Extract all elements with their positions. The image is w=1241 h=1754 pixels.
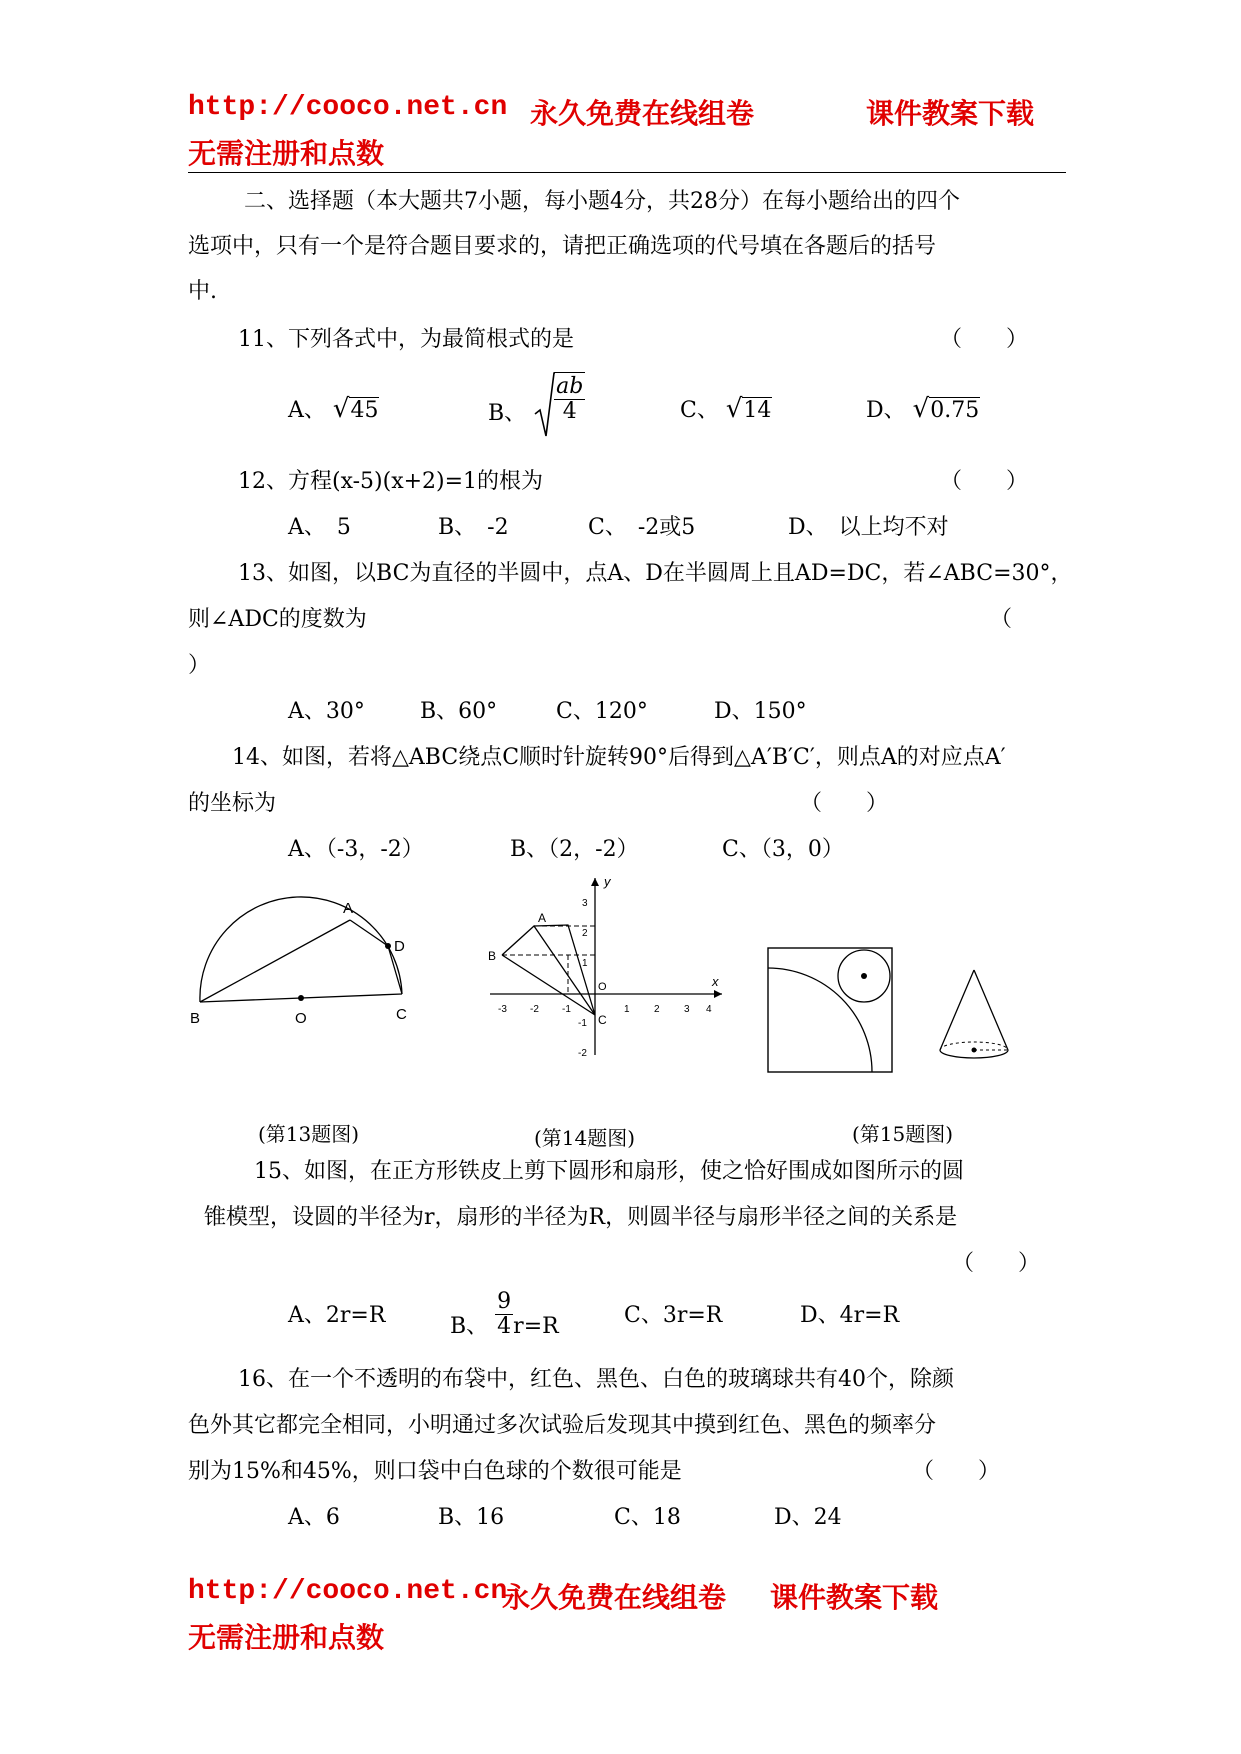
q16-option-c: C、18 [614,1505,681,1530]
y-axis-arrow [591,878,599,886]
q12-option-d: D、 以上均不对 [788,515,949,540]
label-c: C [598,1013,607,1027]
q13-option-b: B、60° [420,699,498,724]
q15-b-denominator: 4 [497,1314,512,1339]
q16-option-b: B、16 [438,1505,505,1530]
q11-bracket: （ ） [940,327,1029,352]
q12-bracket: （ ） [940,469,1029,494]
label-c: C [396,1006,407,1023]
q13-bracket-open: （ [990,607,1013,632]
q16-option-a: A、6 [288,1505,340,1530]
q13-option-c: C、120° [556,699,648,724]
cone-base-center [972,1048,977,1053]
q15-option-a: A、2r=R [288,1303,386,1328]
q11-b-fraction [554,372,585,424]
q13-line2: 则∠ADC的度数为 [188,607,367,632]
section-line1: 二、选择题（本大题共7小题，每小题4分，共28分）在每小题给出的四个 [244,189,960,214]
q12-option-a: A、 5 [288,515,351,540]
q16-bracket: （ ） [912,1459,1001,1484]
q13-option-a: A、30° [288,699,365,724]
q11-b-numerator: ab [556,374,584,399]
y-tick-label: 3 [582,898,588,909]
q16-line1: 16、在一个不透明的布袋中，红色、黑色、白色的玻璃球共有40个，除颜 [238,1367,954,1392]
label-a: A [538,911,547,925]
q11-option-a [288,393,379,424]
y-tick-labels [578,898,588,1059]
q15-b-numerator: 9 [497,1289,512,1314]
q14-bracket: （ ） [800,791,889,816]
x-axis-arrow [714,990,722,998]
q11-option-d [866,393,980,424]
q11-option-b [488,372,585,438]
x-tick-label: -1 [562,1004,571,1015]
footer-slogan: 永久免费在线组卷 [502,1581,727,1614]
header-line2: 无需注册和点数 [188,137,385,170]
footer-line2: 无需注册和点数 [188,1621,385,1654]
figure-14 [480,870,730,1060]
q11-b-label: B、 [488,401,527,426]
q14-line2: 的坐标为 [188,791,277,816]
q11-c-radicand: 14 [743,398,772,423]
caption-fig13: (第13题图) [258,1122,360,1146]
label-d: D [394,938,405,955]
y-tick-label: 1 [582,958,588,969]
point-o [298,995,304,1001]
q12-option-b: B、 -2 [438,515,509,540]
q15-bracket: （ ） [952,1251,1041,1276]
header-download: 课件教案下载 [866,97,1035,130]
radical-sign [533,372,555,438]
label-b: B [488,949,497,963]
q16-line3: 别为15%和45%，则口袋中白色球的个数很可能是 [188,1459,682,1484]
q11-c-label: C、 [680,398,719,423]
q15-b-label: B、 [450,1313,489,1339]
caption-fig15: (第15题图) [852,1122,954,1146]
y-tick-label: -1 [578,1018,587,1029]
q15-b-fraction [495,1290,513,1339]
q15-line2: 锥模型，设圆的半径为r，扇形的半径为R，则圆半径与扇形半径之间的关系是 [204,1205,958,1230]
x-tick-label: -2 [530,1004,539,1015]
q14-line1: 14、如图，若将△ABC绕点C顺时针旋转90°后得到△A′B′C′，则点A的对应点A′ [232,745,1006,770]
q12-option-c: C、 -2或5 [588,515,696,540]
q11-d-radicand: 0.75 [930,398,980,423]
label-o: O [295,1010,307,1027]
cone-edge [974,970,1008,1050]
q13-bracket-close: ） [188,653,211,678]
circle-center [861,973,867,979]
semicircle-arc [200,897,402,1002]
y-tick-label: -2 [578,1048,587,1059]
footer-download: 课件教案下载 [770,1581,939,1614]
figure-13 [190,885,420,1035]
q14-option-a: A、（-3，-2） [288,837,424,862]
q11-d-label: D、 [866,398,906,423]
label-b: B [190,1010,201,1027]
y-tick-label: 2 [582,928,588,939]
q14-option-c: C、（3，0） [722,837,844,862]
x-tick-label: 2 [654,1004,660,1015]
q16-option-d: D、24 [774,1505,842,1530]
x-tick-label: 1 [624,1004,630,1015]
q15-option-c: C、3r=R [624,1303,723,1328]
q16-line2: 色外其它都完全相同，小明通过多次试验后发现其中摸到红色、黑色的频率分 [188,1413,937,1438]
x-tick-label: 3 [684,1004,690,1015]
q11-a-label: A、 [288,398,326,423]
radical-sign: √ [332,394,350,424]
q12-stem: 12、方程(x-5)(x+2)=1的根为 [238,469,544,494]
q15-option-b [450,1290,559,1339]
cone-model [934,966,1014,1066]
x-tick-label: -3 [498,1004,507,1015]
chord-ba [200,920,350,1002]
caption-fig14: (第14题图) [534,1126,636,1150]
x-axis-label: x [712,974,719,989]
sector-arc [768,968,872,1072]
q13-option-d: D、150° [714,699,807,724]
radical-sign: √ [912,394,930,424]
section-line3: 中. [188,279,217,304]
q15-b-tail: r=R [513,1313,559,1339]
q15-option-d: D、4r=R [800,1303,900,1328]
q11-stem: 11、下列各式中，为最简根式的是 [238,327,574,352]
q11-a-radicand: 45 [350,398,379,423]
cone-edge [940,970,974,1050]
q11-option-c [680,393,772,424]
label-a: A [343,900,354,917]
point-d [385,943,391,949]
q14-option-b: B、（2，-2） [510,837,639,862]
figure-15 [766,946,896,1076]
footer-url[interactable]: http://cooco.net.cn [188,1576,508,1607]
header-url[interactable]: http://cooco.net.cn [188,92,508,123]
origin-label: O [598,981,607,993]
q13-line1: 13、如图，以BC为直径的半圆中，点A、D在半圆周上且AD=DC，若∠ABC=30°， [238,561,1073,586]
x-tick-label: 4 [706,1004,712,1015]
square-sheet [768,948,892,1072]
q11-b-denominator: 4 [562,399,577,424]
y-axis-label: y [604,874,611,889]
q15-line1: 15、如图，在正方形铁皮上剪下圆形和扇形，使之恰好围成如图所示的圆 [254,1159,964,1184]
section-line2: 选项中，只有一个是符合题目要求的，请把正确选项的代号填在各题后的括号 [188,234,937,259]
header-rule [188,172,1066,173]
header-slogan: 永久免费在线组卷 [530,97,755,130]
radical-sign: √ [725,394,743,424]
